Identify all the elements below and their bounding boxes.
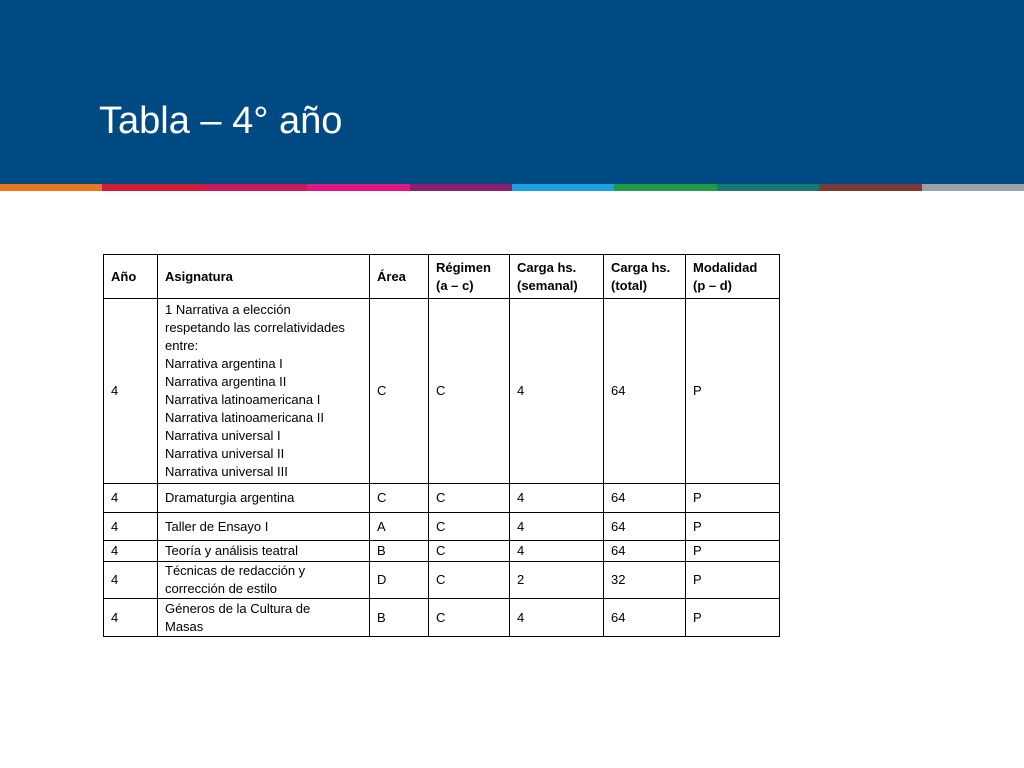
cell-total: 64 xyxy=(604,541,686,562)
cell-asignatura xyxy=(158,541,370,562)
cell-area: B xyxy=(370,541,429,562)
cell-area: B xyxy=(370,599,429,637)
cell-asignatura xyxy=(158,599,370,637)
color-stripe-bar xyxy=(0,184,1024,191)
cell-modalidad: P xyxy=(686,562,780,599)
asignatura-line: Taller de Ensayo I xyxy=(165,518,269,534)
table-row xyxy=(104,513,780,541)
header-anio: Año xyxy=(104,255,158,299)
cell-regimen: C xyxy=(429,299,510,484)
cell-area: D xyxy=(370,562,429,599)
asignatura-line: respetando las correlatividades xyxy=(165,320,345,335)
cell-semanal: 4 xyxy=(510,513,604,541)
cell-semanal: 4 xyxy=(510,599,604,637)
cell-asignatura xyxy=(158,562,370,599)
stripe-segment xyxy=(0,184,102,191)
asignatura-line: entre: xyxy=(165,338,199,353)
asignatura-line: 1 Narrativa a elección xyxy=(165,302,291,317)
cell-semanal: 4 xyxy=(510,541,604,562)
cell-regimen: C xyxy=(429,513,510,541)
asignatura-line: Teoría y análisis teatral xyxy=(165,543,298,558)
cell-modalidad: P xyxy=(686,513,780,541)
cell-anio: 4 xyxy=(104,541,158,562)
cell-total: 32 xyxy=(604,562,686,599)
cell-asignatura xyxy=(158,513,370,541)
table-row xyxy=(104,599,780,637)
asignatura-line: Narrativa latinoamericana II xyxy=(165,410,324,425)
stripe-segment xyxy=(819,184,921,191)
header-carga-semanal: Carga hs. (semanal) xyxy=(510,255,604,299)
cell-total: 64 xyxy=(604,484,686,513)
cell-area: C xyxy=(370,484,429,513)
cell-anio: 4 xyxy=(104,299,158,484)
cell-semanal: 4 xyxy=(510,299,604,484)
cell-modalidad: P xyxy=(686,484,780,513)
asignatura-line: Narrativa argentina II xyxy=(165,374,287,389)
table-row xyxy=(104,562,780,599)
title-banner xyxy=(0,0,1024,184)
cell-total: 64 xyxy=(604,513,686,541)
header-area: Área xyxy=(370,255,429,299)
stripe-segment xyxy=(922,184,1024,191)
cell-area: A xyxy=(370,513,429,541)
table-body xyxy=(104,299,780,637)
stripe-segment xyxy=(512,184,614,191)
table-row xyxy=(104,484,780,513)
cell-anio: 4 xyxy=(104,484,158,513)
table-row xyxy=(104,299,780,484)
stripe-segment xyxy=(410,184,512,191)
slide-title: Tabla – 4° año xyxy=(99,100,343,142)
stripe-segment xyxy=(717,184,819,191)
cell-regimen: C xyxy=(429,484,510,513)
cell-semanal: 4 xyxy=(510,484,604,513)
cell-asignatura xyxy=(158,484,370,513)
cell-modalidad: P xyxy=(686,599,780,637)
asignatura-line: Narrativa universal I xyxy=(165,428,281,443)
cell-area: C xyxy=(370,299,429,484)
asignatura-line: Narrativa argentina I xyxy=(165,356,283,371)
stripe-segment xyxy=(102,184,204,191)
asignatura-line: Técnicas de redacción y xyxy=(165,563,306,578)
header-regimen: Régimen (a – c) xyxy=(429,255,510,299)
cell-regimen: C xyxy=(429,599,510,637)
cell-semanal: 2 xyxy=(510,562,604,599)
asignatura-line: Narrativa universal III xyxy=(165,464,288,479)
header-modalidad: Modalidad (p – d) xyxy=(686,255,780,299)
asignatura-line: Masas xyxy=(165,618,204,634)
cell-anio: 4 xyxy=(104,562,158,599)
asignatura-line: Géneros de la Cultura de xyxy=(165,600,311,616)
table-header-row xyxy=(104,255,780,299)
stripe-segment xyxy=(614,184,716,191)
stripe-segment xyxy=(205,184,307,191)
asignatura-line: Narrativa latinoamericana I xyxy=(165,392,321,407)
asignatura-line: Dramaturgia argentina xyxy=(165,490,295,505)
subjects-table xyxy=(103,254,780,637)
cell-total: 64 xyxy=(604,599,686,637)
asignatura-line: Narrativa universal II xyxy=(165,446,285,461)
cell-modalidad: P xyxy=(686,541,780,562)
asignatura-line: corrección de estilo xyxy=(165,581,277,596)
cell-regimen: C xyxy=(429,541,510,562)
cell-asignatura xyxy=(158,299,370,484)
cell-anio: 4 xyxy=(104,599,158,637)
header-carga-total: Carga hs. (total) xyxy=(604,255,686,299)
cell-anio: 4 xyxy=(104,513,158,541)
cell-modalidad: P xyxy=(686,299,780,484)
cell-total: 64 xyxy=(604,299,686,484)
table-row xyxy=(104,541,780,562)
stripe-segment xyxy=(307,184,409,191)
header-asignatura: Asignatura xyxy=(158,255,370,299)
cell-regimen: C xyxy=(429,562,510,599)
